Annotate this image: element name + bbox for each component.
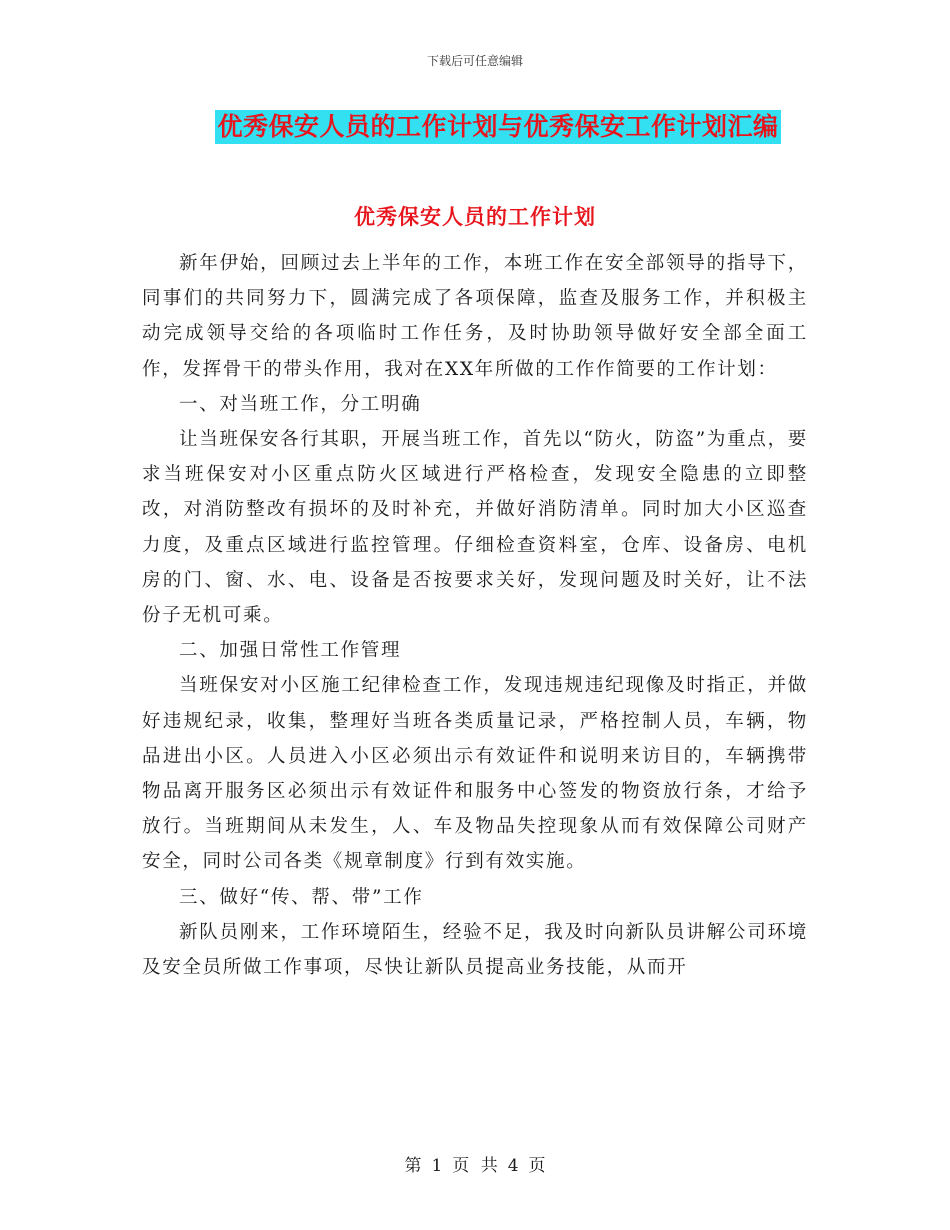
heading-section-2: 二、加强日常性工作管理 [179,640,402,662]
main-title-container [0,110,950,144]
document-body [142,246,808,985]
paragraph-intro: 新年伊始，回顾过去上半年的工作，本班工作在安全部领导的指导下，同事们的共同努力下，圆满完成了各项保障，监查及服务工作，并积极主动完成领导交给的各项临时工作任务，及时协助领导做好安全部全面工作，发挥骨干的带头作用，我对在XX年所做的工作作简要的工作计划： [142,253,808,380]
page-label-suffix: 页 [528,1156,546,1176]
paragraph-section-3: 新队员刚来，工作环境陌生，经验不足，我及时向新队员讲解公司环境及安全员所做工作事项，尽快让新队员提高业务技能，从而开 [142,921,808,979]
document-section-title: 优秀保安人员的工作计划 [354,204,596,229]
heading-section-1: 一、对当班工作，分工明确 [179,393,422,415]
document-main-title: 优秀保安人员的工作计划与优秀保安工作计划汇编 [215,110,780,144]
page-label-mid: 页 共 [452,1156,498,1176]
page-header-note: 下载后可任意编辑 [426,54,523,68]
page-number-footer [0,1154,950,1178]
current-page-number: 1 [431,1156,443,1176]
total-pages-number: 4 [507,1156,519,1176]
paragraph-section-1: 让当班保安各行其职，开展当班工作，首先以“防火，防盗”为重点，要求当班保安对小区重点防火区域进行严格检查，发现安全隐患的立即整改，对消防整改有损坏的及时补充，并做好消防清单。同时加大小区巡查力度，及重点区域进行监控管理。仔细检查资料室，仓库、设备房、电机房的门、窗、水、电、设备是否按要求关好，发现问题及时关好，让不法份子无机可乘。 [142,429,808,627]
paragraph-section-2: 当班保安对小区施工纪律检查工作，发现违规违纪现像及时指正，并做好违规纪录，收集，整理好当班各类质量记录，严格控制人员，车辆，物品进出小区。人员进入小区必须出示有效证件和说明来访目的，车辆携带物品离开服务区必须出示有效证件和服务中心签发的物资放行条，才给予放行。当班期间从未发生，人、车及物品失控现象从而有效保障公司财产安全，同时公司各类《规章制度》行到有效实施。 [142,675,808,873]
page-label-prefix: 第 [404,1156,422,1176]
heading-section-3: 三、做好“传、帮、带”工作 [179,886,424,908]
